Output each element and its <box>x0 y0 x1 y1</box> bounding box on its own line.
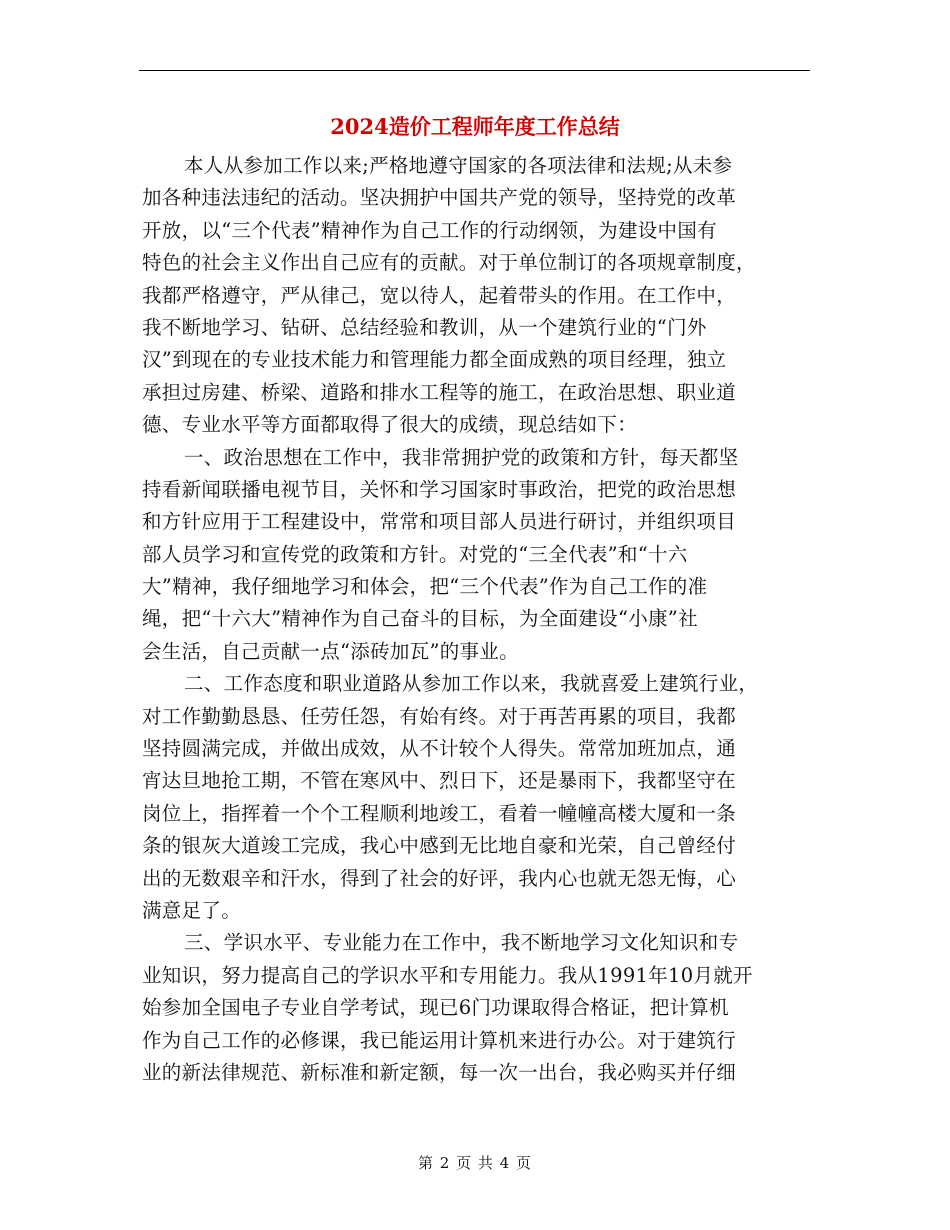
text-line: 绳，把“十六大”精神作为自己奋斗的目标，为全面建设“小康”社 <box>142 607 698 631</box>
text-line: 二、工作态度和职业道路从参加工作以来，我就喜爱上建筑行业， <box>184 672 759 696</box>
text-line: 加各种违法违纪的活动。坚决拥护中国共产党的领导，坚持党的改革 <box>142 186 737 210</box>
text-line: 本人从参加工作以来;严格地遵守国家的各项法律和法规;从未参 <box>184 154 733 177</box>
text-line: 三、学识水平、专业能力在工作中，我不断地学习文化知识和专 <box>184 931 739 955</box>
text-line: 坚持圆满完成，并做出成效，从不计较个人得失。常常加班加点，通 <box>142 737 737 761</box>
header-rule <box>139 70 810 71</box>
text-line: 特色的社会主义作出自己应有的贡献。对于单位制订的各项规章制度， <box>142 251 756 275</box>
text-line: 我都严格遵守，严从律己，宽以待人，起着带头的作用。在工作中， <box>142 283 737 307</box>
text-line: 作为自己工作的必修课，我已能运用计算机来进行办公。对于建筑行 <box>142 1028 737 1052</box>
text-line: 我不断地学习、钻研、总结经验和教训，从一个建筑行业的“门外 <box>142 315 707 339</box>
text-line: 部人员学习和宣传党的政策和方针。对党的“三全代表”和“十六 <box>142 542 688 566</box>
text-line: 德、专业水平等方面都取得了很大的成绩，现总结如下： <box>142 413 638 437</box>
text-line: 岗位上，指挥着一个个工程顺利地竣工，看着一幢幢高楼大厦和一条 <box>142 801 737 825</box>
text-line: 开放，以“三个代表”精神作为自己工作的行动纲领，为建设中国有 <box>142 218 717 242</box>
text-line: 始参加全国电子专业自学考试，现已6门功课取得合格证，把计算机 <box>142 996 729 1020</box>
document-title: 2024造价工程师年度工作总结 <box>330 114 620 139</box>
text-line: 业的新法律规范、新标准和新定额，每一次一出台，我必购买并仔细 <box>142 1060 737 1084</box>
text-line: 一、政治思想在工作中，我非常拥护党的政策和方针，每天都坚 <box>184 445 739 469</box>
text-line: 出的无数艰辛和汗水，得到了社会的好评，我内心也就无怨无悔，心 <box>142 866 737 890</box>
document-body <box>142 150 812 1089</box>
text-line: 宵达旦地抢工期，不管在寒风中、烈日下，还是暴雨下，我都坚守在 <box>142 769 737 793</box>
text-line: 汉”到现在的专业技术能力和管理能力都全面成熟的项目经理，独立 <box>142 348 727 372</box>
text-line: 持看新闻联播电视节目，关怀和学习国家时事政治，把党的政治思想 <box>142 477 737 501</box>
text-line: 和方针应用于工程建设中，常常和项目部人员进行研讨，并组织项目 <box>142 510 737 534</box>
text-line: 业知识，努力提高自己的学识水平和专用能力。我从1991年10月就开 <box>142 963 753 987</box>
text-line: 对工作勤勤恳恳、任劳任怨，有始有终。对于再苦再累的项目，我都 <box>142 704 737 728</box>
text-line: 条的银灰大道竣工完成，我心中感到无比地自豪和光荣，自己曾经付 <box>142 834 737 858</box>
text-line: 大”精神，我仔细地学习和体会，把“三个代表”作为自己工作的准 <box>142 575 708 599</box>
text-line: 承担过房建、桥梁、道路和排水工程等的施工，在政治思想、职业道 <box>142 380 737 404</box>
text-line: 会生活，自己贡献一点“添砖加瓦”的事业。 <box>142 639 519 663</box>
text-line: 满意足了。 <box>142 898 242 922</box>
page-footer: 第 2 页 共 4 页 <box>418 1154 532 1172</box>
